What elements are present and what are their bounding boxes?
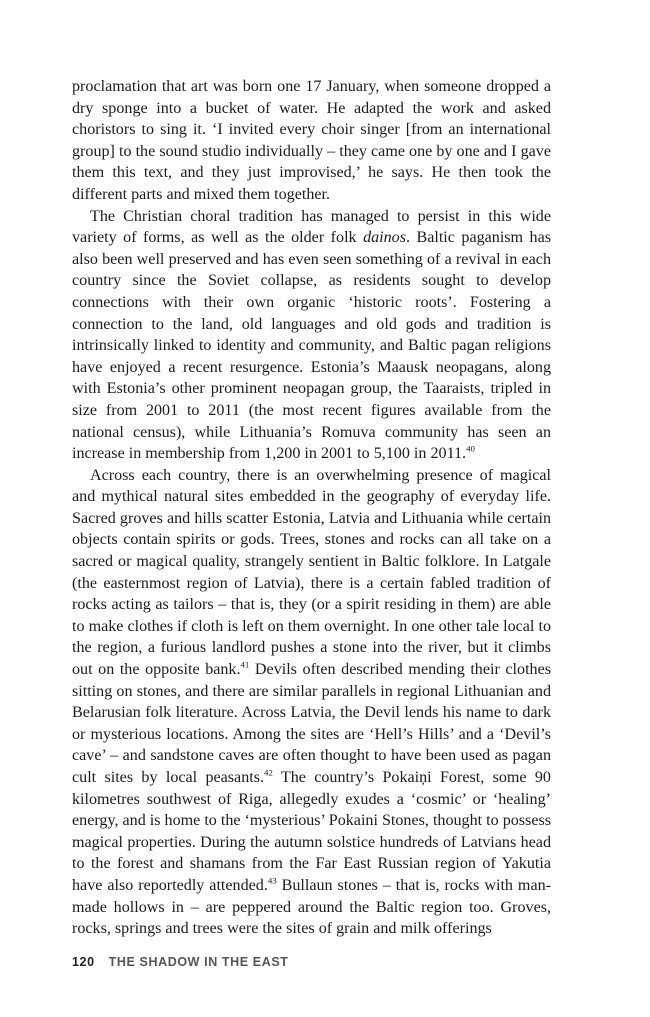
text-run: Devils often described mending their clothes sitting on stones, and there are similar parallels in regional Lithuanian and Belarusian folk literature. Across Latvia, the Devil lends his name to dark or mysterious locations. Among the sites are ‘Hell’s Hills’ and a ‘Devil’s cave’ – and sandstone caves are often thought to have been used as pagan cult sites by local peasants.: [72, 661, 551, 786]
paragraph-1: [72, 76, 551, 206]
text-run: proclamation that art was born one 17 January, when someone dropped a dry sponge into a bucket of water. He adapted the work and asked choristors to sing it. ‘I invited every choir singer [from an international group] to the sound studio individually – they came one by one and I gave them this text, and they just improvised,’ he says. He then took the different parts and mixed them together.: [72, 78, 551, 203]
running-title: THE SHADOW IN THE EAST: [108, 955, 289, 969]
italic-term: dainos: [363, 229, 406, 247]
text-run: The Christian choral tradition has managed to persist in this wide variety of forms, as well as the older folk: [72, 207, 551, 247]
text-run: The country’s Pokaiņi Forest, some 90 kilometres southwest of Riga, allegedly exudes a ‘cosmic’ or ‘healing’ energy, and is home to the ‘mysterious’ Pokaini Stones, thought to possess magical properties. During the autumn solstice hundreds of Latvians head to the forest and shamans from the Far East Russian region of Yakutia have also reportedly attended.: [72, 769, 551, 894]
text-run: Bullaun stones – that is, rocks with man-made hollows in – are peppered around the Baltic region too. Groves, rocks, springs and trees were the sites of grain and milk offerings: [72, 876, 552, 938]
footnote-ref: 41: [240, 659, 250, 670]
text-run: . Baltic paganism has also been well preserved and has even seen something of a revival in each country since the Soviet collapse, as residents sought to develop connections with their own organic ‘historic roots’. Fostering a connection to the land, old languages and old gods and tradition is intrinsically linked to identity and community, and Baltic pagan religions have enjoyed a recent resurgence. Estonia’s Maausk neopagans, along with Estonia’s other prominent neopagan group, the Taaraists, tripled in size from 2001 to 2011 (the most recent figures available from the national census), while Lithuania’s Romuva community has seen an increase in membership from 1,200 in 2001 to 5,100 in 2011.: [72, 229, 551, 463]
footnote-ref: 42: [264, 767, 273, 778]
body-text: [72, 76, 551, 940]
page-footer: [72, 955, 289, 969]
page-number: 120: [72, 955, 95, 969]
footnote-ref: 43: [267, 875, 277, 886]
paragraph-2: [72, 206, 551, 465]
text-run: Across each country, there is an overwhelming presence of magical and mythical natural sites embedded in the geography of everyday life. Sacred groves and hills scatter Estonia, Latvia and Lithuania while certain objects contain spirits or gods. Trees, stones and rocks can all take on a sacred or magical quality, strangely sentient in Baltic folklore. In Latgale (the easternmost region of Latvia), there is a certain fabled tradition of rocks acting as tailors – that is, they (or a spirit residing in them) are able to make clothes if cloth is left on them overnight. In one other tale local to the region, a furious landlord pushes a stone into the river, but it climbs out on the opposite bank.: [72, 466, 551, 679]
footnote-ref: 40: [466, 443, 475, 454]
paragraph-3: [72, 465, 551, 940]
